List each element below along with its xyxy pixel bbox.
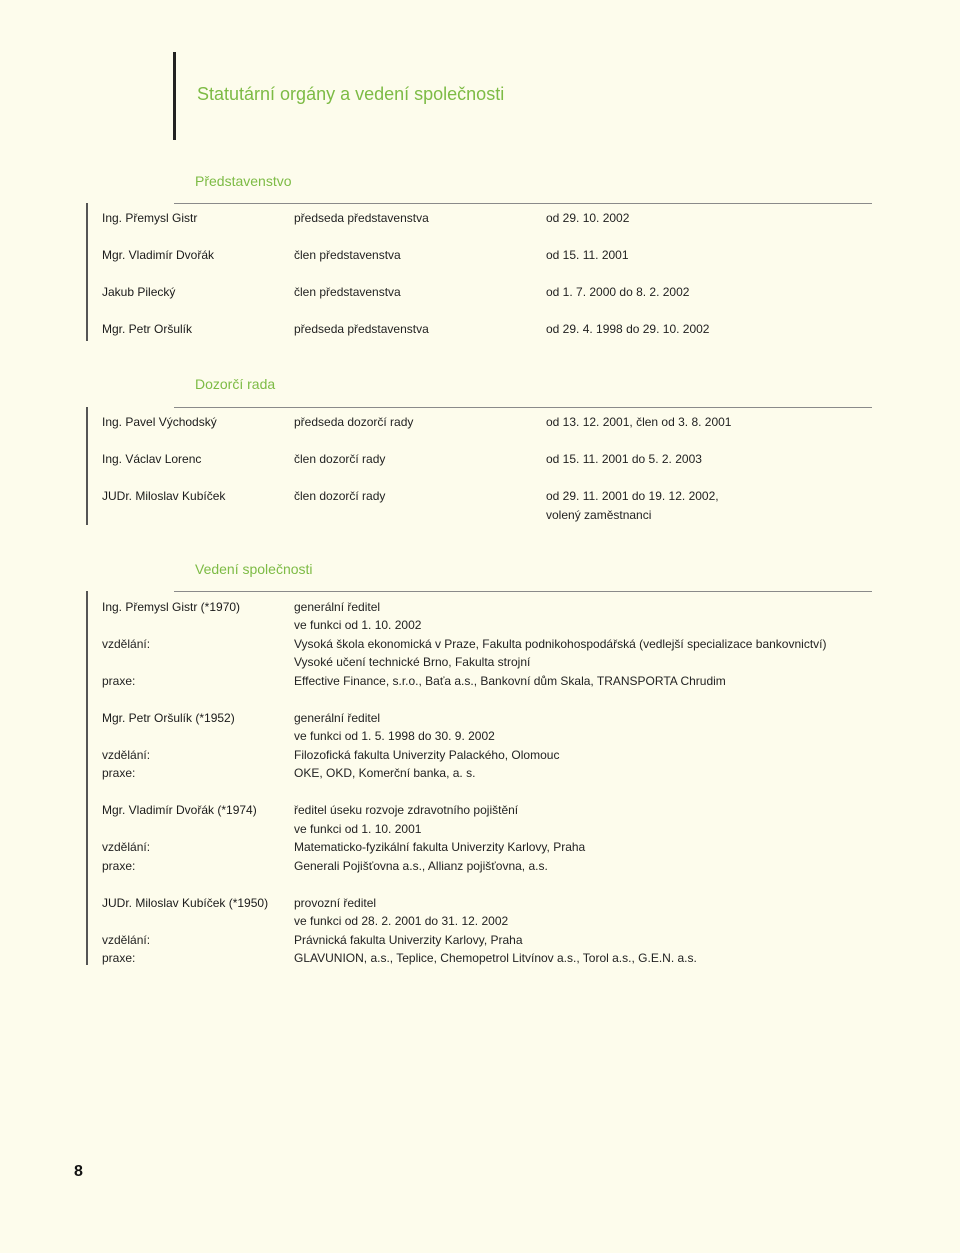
member-role: člen dozorčí rady — [294, 452, 386, 466]
member-name: Mgr. Vladimír Dvořák — [102, 248, 215, 262]
supervisory-vertical-rule — [86, 407, 88, 525]
education-label: vzdělání: — [102, 637, 151, 651]
board-vertical-rule — [86, 203, 88, 341]
manager-since: ve funkci od 1. 5. 1998 do 30. 9. 2002 — [294, 729, 495, 743]
member-period: od 29. 11. 2001 do 19. 12. 2002, — [546, 489, 719, 503]
education-label: vzdělání: — [102, 840, 151, 854]
practice-label: praxe: — [102, 674, 136, 688]
manager-practice: GLAVUNION, a.s., Teplice, Chemopetrol Litvínov a.s., Torol a.s., G.E.N. a.s. — [294, 951, 697, 965]
member-period-note: volený zaměstnanci — [546, 508, 652, 522]
member-period: od 15. 11. 2001 do 5. 2. 2003 — [546, 452, 702, 466]
member-name: Ing. Václav Lorenc — [102, 452, 202, 466]
education-label: vzdělání: — [102, 933, 151, 947]
member-role: předseda dozorčí rady — [294, 415, 414, 429]
manager-position: generální ředitel — [294, 600, 381, 614]
member-period: od 15. 11. 2001 — [546, 248, 629, 262]
member-name: Mgr. Petr Oršulík — [102, 322, 193, 336]
practice-label: praxe: — [102, 859, 136, 873]
member-role: předseda představenstva — [294, 322, 429, 336]
management-vertical-rule — [86, 591, 88, 965]
management-divider — [174, 591, 872, 592]
manager-since: ve funkci od 1. 10. 2001 — [294, 822, 422, 836]
member-period: od 29. 4. 1998 do 29. 10. 2002 — [546, 322, 710, 336]
member-role: člen představenstva — [294, 248, 401, 262]
manager-practice: Effective Finance, s.r.o., Baťa a.s., Bankovní dům Skala, TRANSPORTA Chrudim — [294, 674, 726, 688]
member-name: Ing. Přemysl Gistr — [102, 211, 198, 225]
manager-name: Ing. Přemysl Gistr (*1970) — [102, 600, 241, 614]
member-name: Jakub Pilecký — [102, 285, 176, 299]
board-divider — [174, 203, 872, 204]
member-name: Ing. Pavel Východský — [102, 415, 217, 429]
page-number: 8 — [74, 1163, 83, 1180]
manager-since: ve funkci od 28. 2. 2001 do 31. 12. 2002 — [294, 914, 509, 928]
member-role: předseda představenstva — [294, 211, 429, 225]
manager-position: ředitel úseku rozvoje zdravotního pojištění — [294, 803, 519, 817]
management-heading: Vedení společnosti — [195, 561, 313, 577]
member-role: člen dozorčí rady — [294, 489, 386, 503]
manager-position: provozní ředitel — [294, 896, 377, 910]
manager-name: JUDr. Miloslav Kubíček (*1950) — [102, 896, 269, 910]
practice-label: praxe: — [102, 951, 136, 965]
manager-name: Mgr. Vladimír Dvořák (*1974) — [102, 803, 257, 817]
manager-education: Filozofická fakulta Univerzity Palackého, Olomouc — [294, 748, 560, 762]
member-period: od 1. 7. 2000 do 8. 2. 2002 — [546, 285, 690, 299]
practice-label: praxe: — [102, 766, 136, 780]
manager-position: generální ředitel — [294, 711, 381, 725]
title-vertical-rule — [173, 52, 176, 140]
manager-education: Právnická fakulta Univerzity Karlovy, Praha — [294, 933, 523, 947]
member-role: člen představenstva — [294, 285, 401, 299]
manager-education: Vysoká škola ekonomická v Praze, Fakulta podnikohospodářská (vedlejší specializace bankovnictví) — [294, 637, 827, 651]
member-period: od 13. 12. 2001, člen od 3. 8. 2001 — [546, 415, 732, 429]
supervisory-heading: Dozorčí rada — [195, 376, 276, 392]
manager-education: Matematicko-fyzikální fakulta Univerzity Karlovy, Praha — [294, 840, 586, 854]
manager-since: ve funkci od 1. 10. 2002 — [294, 618, 422, 632]
page-title: Statutární orgány a vedení společnosti — [197, 84, 505, 104]
member-name: JUDr. Miloslav Kubíček — [102, 489, 226, 503]
manager-education-2: Vysoké učení technické Brno, Fakulta strojní — [294, 655, 531, 669]
member-period: od 29. 10. 2002 — [546, 211, 630, 225]
manager-name: Mgr. Petr Oršulík (*1952) — [102, 711, 235, 725]
education-label: vzdělání: — [102, 748, 151, 762]
manager-practice: Generali Pojišťovna a.s., Allianz pojišťovna, a.s. — [294, 859, 548, 873]
supervisory-divider — [174, 407, 872, 408]
board-heading: Představenstvo — [195, 173, 292, 189]
manager-practice: OKE, OKD, Komerční banka, a. s. — [294, 766, 476, 780]
